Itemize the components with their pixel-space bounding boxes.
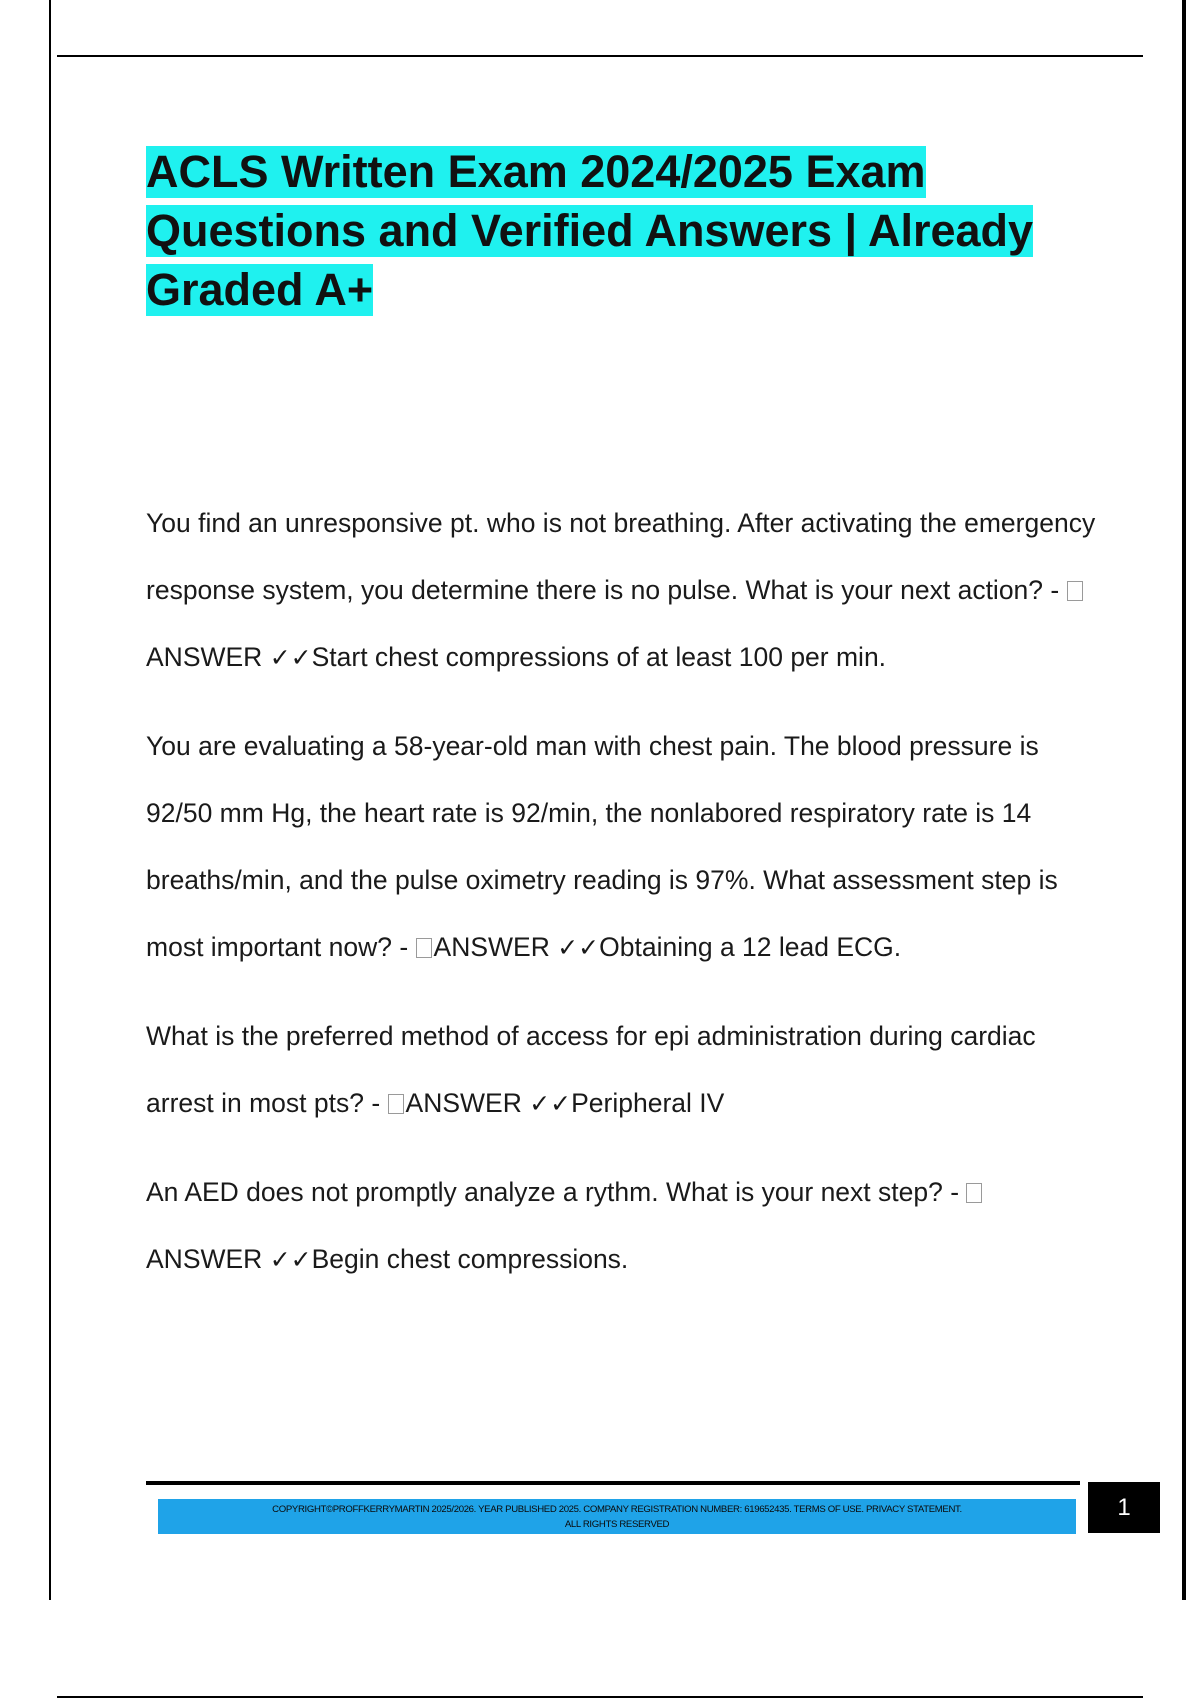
empty-box-icon (966, 1183, 982, 1203)
answer-text: Start chest compressions of at least 100 per min. (311, 642, 887, 672)
answer-label: ANSWER (146, 642, 263, 672)
answer-text: Begin chest compressions. (311, 1244, 629, 1274)
answer-text: Peripheral IV (571, 1088, 725, 1118)
question-text: You find an unresponsive pt. who is not breathing. After activating the emergency response system, you determine there is no pulse. What is your next action? - (146, 508, 1096, 605)
answer-label: ANSWER (405, 1088, 522, 1118)
answer-label: ANSWER (433, 932, 550, 962)
empty-box-icon (1067, 581, 1083, 601)
question-text: You are evaluating a 58-year-old man with chest pain. The blood pressure is 92/50 mm Hg, the heart rate is 92/min, the nonlabored respiratory rate is 14 breaths/min, and the pulse oximetry reading is 97%. What assessment step is most important now? - (146, 731, 1058, 962)
question-text: An AED does not promptly analyze a rythm. What is your next step? - (146, 1177, 967, 1207)
empty-box-icon (388, 1094, 404, 1114)
copyright-line-1: COPYRIGHT©PROFFKERRYMARTIN 2025/2026. YEAR PUBLISHED 2025. COMPANY REGISTRATION NUMBER: 619652435. TERMS OF USE. PRIVACY STATEMENT. (272, 1504, 962, 1515)
page-frame-left-border (49, 0, 51, 1600)
double-check-icon: ✓✓ (269, 643, 312, 672)
answer-label: ANSWER (146, 1244, 263, 1274)
qa-item (146, 713, 1096, 981)
question-list (146, 490, 1096, 1315)
double-check-icon: ✓✓ (269, 1245, 312, 1274)
answer-text: Obtaining a 12 lead ECG. (599, 932, 902, 962)
footer-rule (146, 1481, 1080, 1485)
double-check-icon: ✓✓ (529, 1089, 572, 1118)
qa-item (146, 1159, 1096, 1293)
double-check-icon: ✓✓ (557, 933, 600, 962)
document-title-text: ACLS Written Exam 2024/2025 Exam Questions and Verified Answers | Already Graded A+ (146, 146, 1034, 315)
qa-item (146, 490, 1096, 691)
page-number: 1 (1088, 1482, 1160, 1533)
document-title (146, 142, 1046, 319)
question-text: What is the preferred method of access for epi administration during cardiac arrest in most pts? - (146, 1021, 1036, 1118)
copyright-line-2: ALL RIGHTS RESERVED (564, 1519, 670, 1530)
copyright-text (158, 1499, 1076, 1532)
empty-box-icon (416, 938, 432, 958)
qa-item (146, 1003, 1096, 1137)
page-frame-right-border (1182, 0, 1186, 1600)
copyright-banner (158, 1499, 1076, 1534)
next-page-top-rule (57, 1696, 1143, 1698)
header-rule (57, 55, 1143, 57)
